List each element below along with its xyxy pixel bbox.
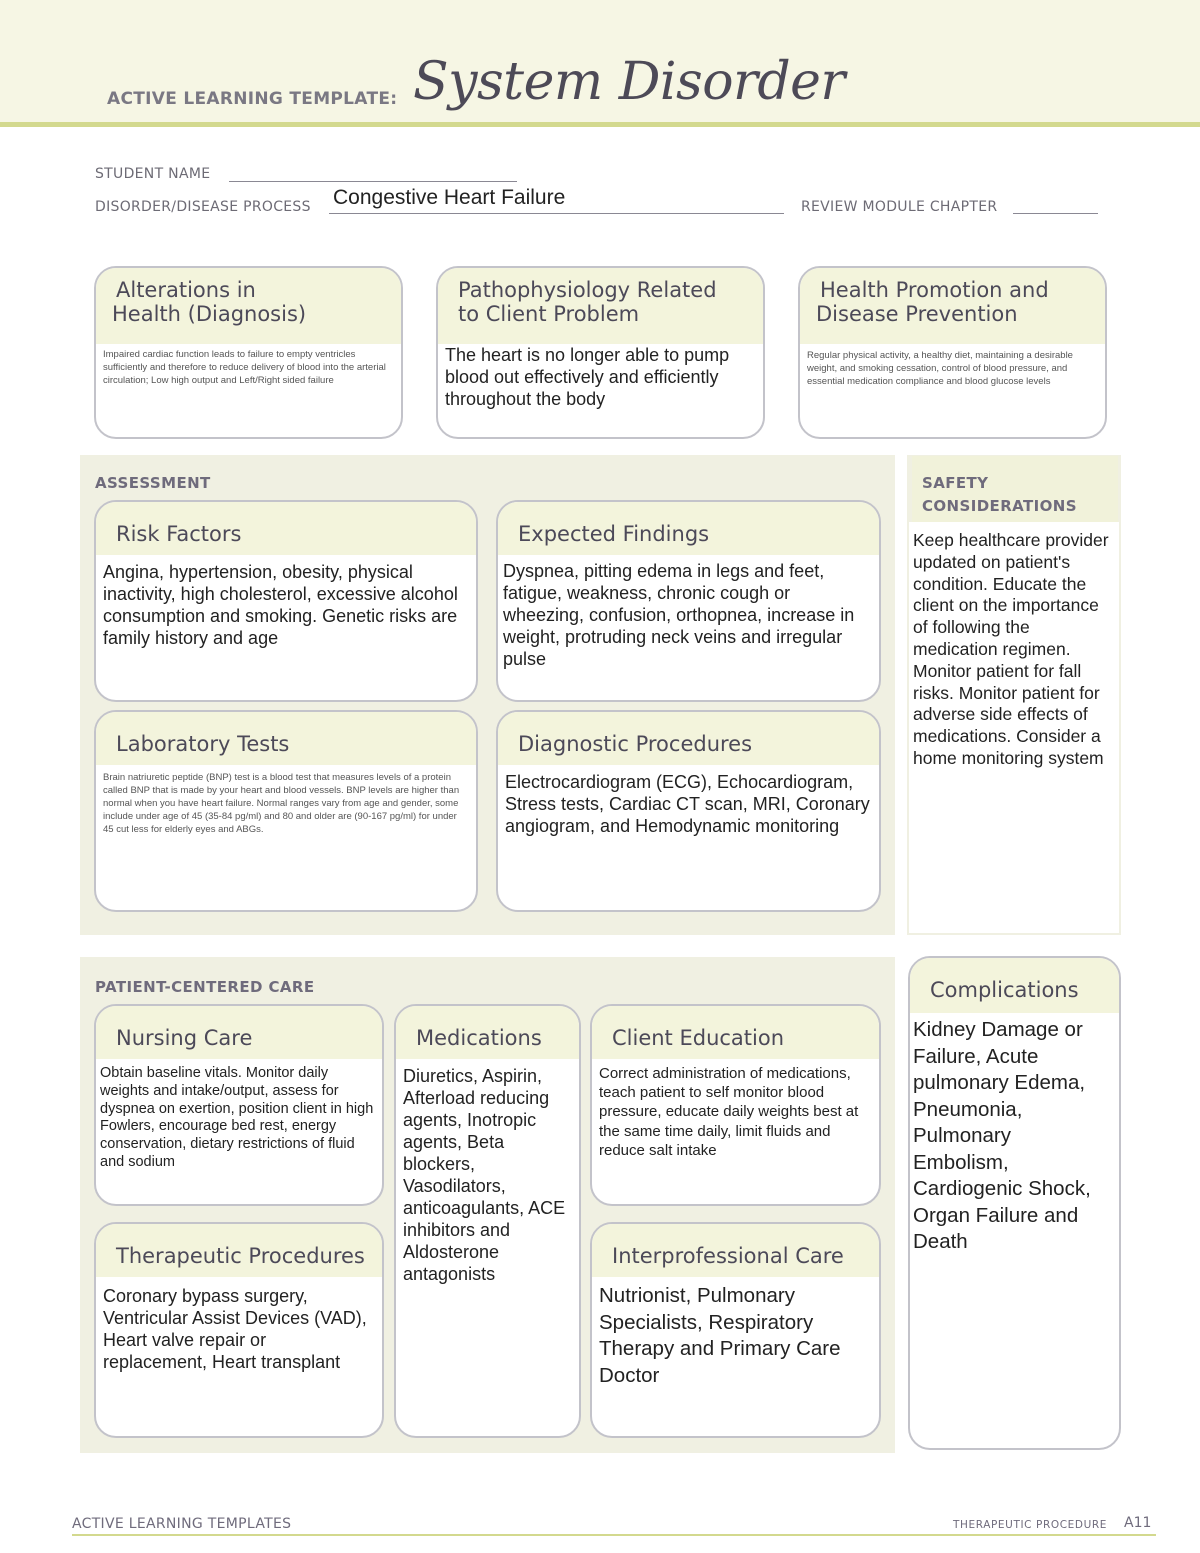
pathophysiology-text: The heart is no longer able to pump blood out effectively and efficiently throughout the body [445,345,730,409]
health-promotion-text: Regular physical activity, a healthy diet, maintaining a desirable weight, and smoking cessation, control of blood pressure, and essential medication compliance and blood glucose levels [807,350,1073,387]
client-education-title: Client Education [592,1006,879,1059]
alterations-title: Alterations in Health (Diagnosis) [96,268,401,344]
medications-title: Medications [396,1006,579,1059]
interprofessional-care-title: Interprofessional Care [592,1224,879,1277]
student-name-label: STUDENT NAME [95,166,211,182]
template-title: System Disorder [413,52,845,112]
laboratory-tests-box [94,710,478,912]
medications-text: Diuretics, Aspirin, Afterload reducing agents, Inotropic agents, Beta blockers, Vasodilators, anticoagulants, ACE inhibitors and Aldosterone antagonists [403,1066,566,1284]
risk-factors-text: Angina, hypertension, obesity, physical inactivity, high cholesterol, excessive alcohol consumption and smoking. Genetic risks are family history and age [103,562,458,648]
client-education-text: Correct administration of medications, teach patient to self monitor blood pressure, educate daily weights best at the same time daily, limit fluids and reduce salt intake [599,1065,859,1159]
footer-right: THERAPEUTIC PROCEDURE [953,1519,1107,1531]
patient-centered-care-heading: PATIENT-CENTERED CARE [95,978,315,996]
health-promotion-box [798,266,1107,439]
interprofessional-care-text: Nutrionist, Pulmonary Specialists, Respiratory Therapy and Primary Care Doctor [599,1284,841,1387]
disorder-value: Congestive Heart Failure [333,186,566,209]
pathophysiology-box [436,266,765,439]
therapeutic-procedures-box [94,1222,384,1438]
review-module-field[interactable] [1013,213,1098,214]
complications-box [908,956,1121,1450]
diagnostic-procedures-text: Electrocardiogram (ECG), Echocardiogram, Stress tests, Cardiac CT scan, MRI, Coronary angiogram, and Hemodynamic monitoring [505,772,870,836]
safety-text: Keep healthcare provider updated on patient's condition. Educate the client on the importance of following the medication regimen. Monitor patient for fall risks. Monitor patient for adverse side effects of medications. Consider a home monitoring system [913,530,1109,768]
nursing-care-box [94,1004,384,1206]
therapeutic-procedures-text: Coronary bypass surgery, Ventricular Assist Devices (VAD), Heart valve repair or replacement, Heart transplant [103,1286,367,1372]
student-name-field[interactable] [229,181,517,182]
laboratory-tests-text: Brain natriuretic peptide (BNP) test is a blood test that measures levels of a protein called BNP that is made by your heart and blood vessels. BNP levels are higher than normal when you have heart failure. Normal ranges vary from age and gender, some include under age of 45 (35-84 pg/ml) and 80 and older are (90-167 pg/ml) for under 45 cut less for elderly eyes and ABGs. [103,772,460,835]
complications-text: Kidney Damage or Failure, Acute pulmonary Edema, Pneumonia, Pulmonary Embolism, Cardiogenic Shock, Organ Failure and Death [913,1018,1091,1253]
expected-findings-text: Dyspnea, pitting edema in legs and feet, fatigue, weakness, chronic cough or wheezing, confusion, orthopnea, increase in weight, protruding neck veins and irregular pulse [503,561,855,669]
nursing-care-text: Obtain baseline vitals. Monitor daily weights and intake/output, assess for dyspnea on exertion, position client in high Fowlers, encourage bed rest, energy conservation, dietary restrictions of fluid and sodium [100,1065,374,1170]
interprofessional-care-box [590,1222,881,1438]
risk-factors-box [94,500,478,702]
template-label: ACTIVE LEARNING TEMPLATE: [107,89,398,109]
expected-findings-box [496,500,881,702]
medications-box [394,1004,581,1438]
pathophysiology-title: Pathophysiology Related to Client Problem [438,268,763,344]
health-promotion-title: Health Promotion and Disease Prevention [800,268,1105,344]
footer-left: ACTIVE LEARNING TEMPLATES [72,1516,292,1532]
assessment-heading: ASSESSMENT [95,474,211,492]
nursing-care-title: Nursing Care [96,1006,382,1059]
header-rule [0,122,1200,127]
footer-page-number: A11 [1124,1515,1152,1531]
therapeutic-procedures-title: Therapeutic Procedures [96,1224,382,1277]
disorder-label: DISORDER/DISEASE PROCESS [95,199,311,215]
complications-title: Complications [910,958,1119,1013]
diagnostic-procedures-title: Diagnostic Procedures [498,712,879,765]
alterations-text: Impaired cardiac function leads to failure to empty ventricles sufficiently and therefore to reduce delivery of blood into the arterial circulation; Low high output and Left/Right sided failure [103,349,386,386]
expected-findings-title: Expected Findings [498,502,879,555]
diagnostic-procedures-box [496,710,881,912]
client-education-box [590,1004,881,1206]
footer-rule [72,1534,1156,1536]
alterations-box [94,266,403,439]
laboratory-tests-title: Laboratory Tests [96,712,476,765]
review-module-label: REVIEW MODULE CHAPTER [801,199,998,215]
safety-heading: SAFETY CONSIDERATIONS [912,456,1118,522]
risk-factors-title: Risk Factors [96,502,476,555]
disorder-field[interactable] [329,213,784,214]
